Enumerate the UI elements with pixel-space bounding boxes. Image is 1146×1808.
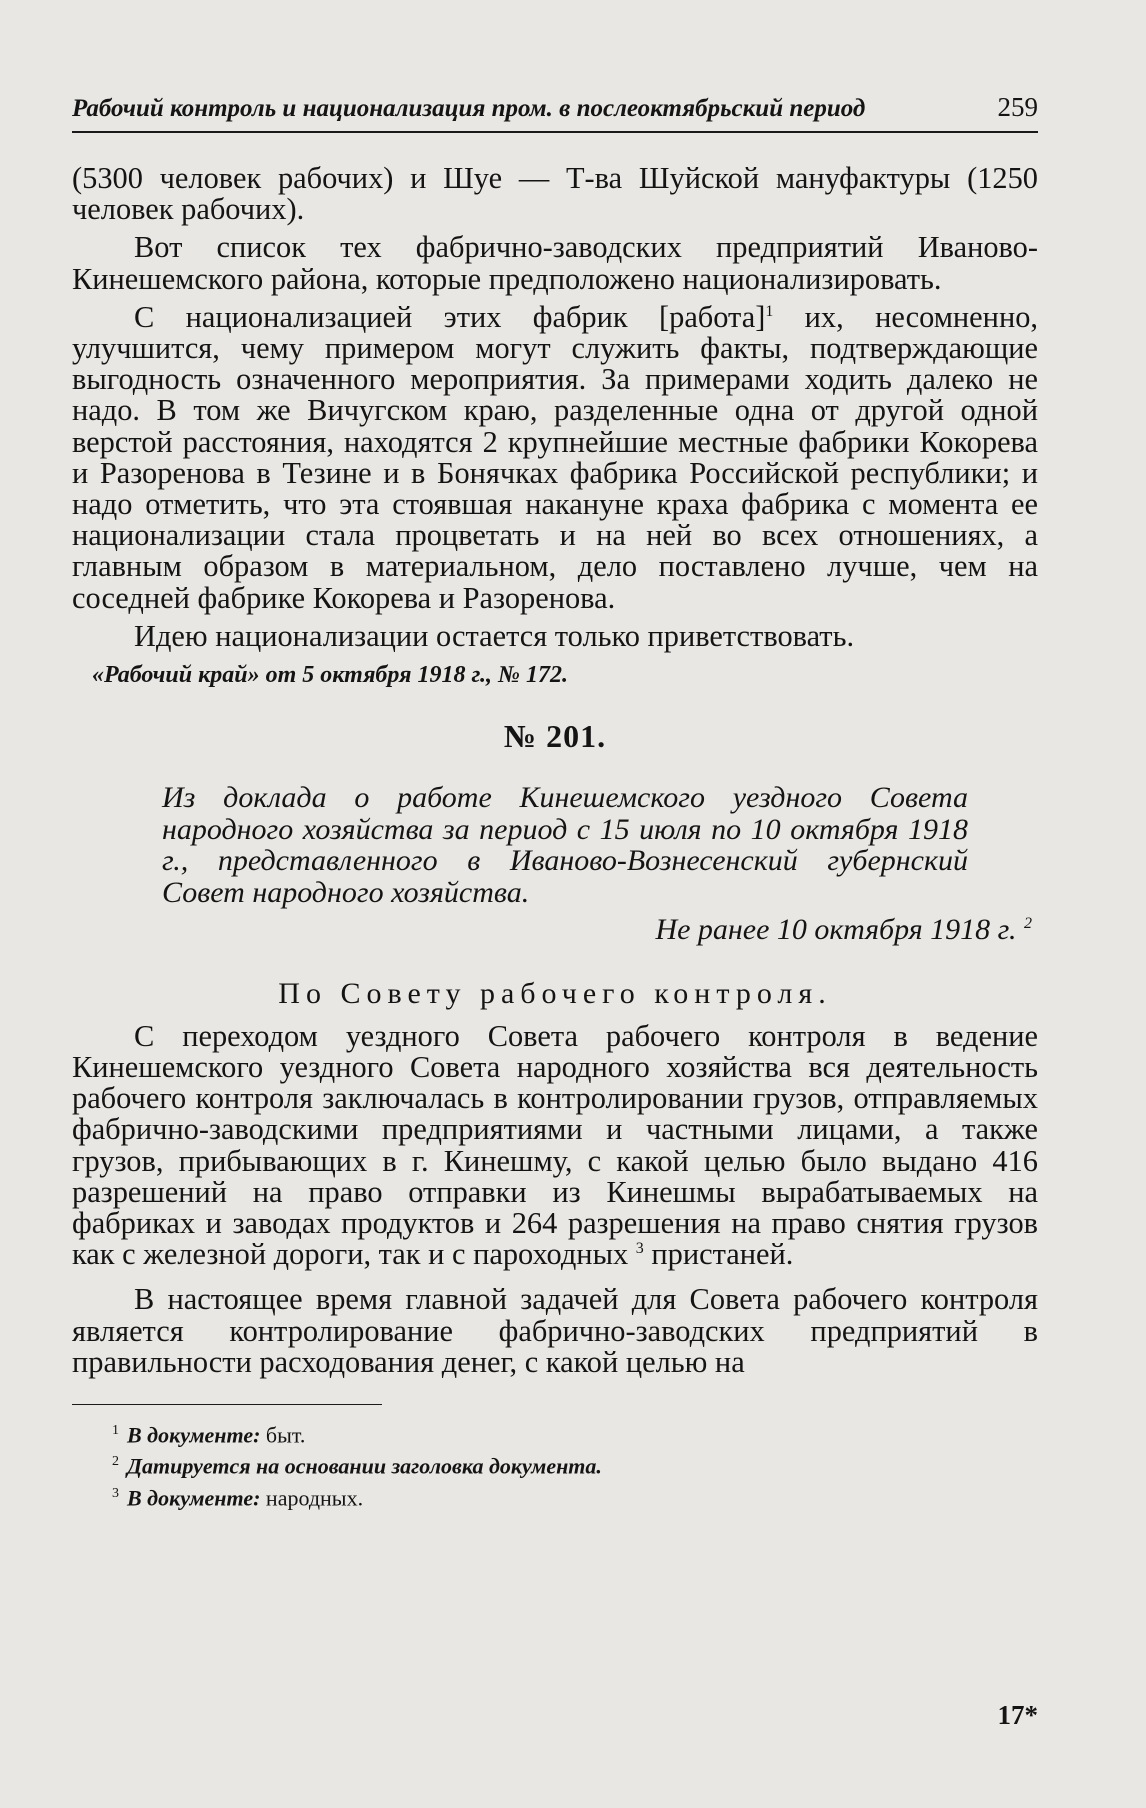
paragraph-5-text-b: пристаней. — [643, 1237, 794, 1272]
footnote-1-text: быт. — [260, 1422, 306, 1448]
book-page — [72, 92, 1038, 1511]
paragraph-3 — [72, 299, 1038, 615]
signature-mark: 17* — [997, 1700, 1038, 1730]
paragraph-5 — [72, 1018, 1038, 1272]
document-number: № 201. — [503, 718, 607, 755]
paragraph-5-text-a: С переходом уездного Совета рабочего контроля в ведение Кинешемского уездного Совета народного хозяйства вся деятельность рабочего контроля заключалась в контролировании грузов, отправляемых фабрично-заводскими предприятиями и частными лицами, а также грузов, прибывающих в г. Кинешму, с какой целью было выдано 416 разрешений на право отправки из Кинешмы вырабатываемых на фабриках и заводах продуктов и 264 разрешения на право снятия грузов как с железной дороги, так и с пароходных — [72, 1018, 1038, 1272]
paragraph-1: (5300 человек рабочих) и Шуе — Т-ва Шуйской мануфактуры (1250 человек рабочих). — [72, 161, 1038, 227]
footnote-2-italic: Датируется на основании заголовка документа. — [127, 1453, 602, 1479]
running-head-title: Рабочий контроль и национализация пром. в послеоктябрьский период — [72, 95, 866, 122]
footnote-2 — [72, 1448, 1078, 1479]
document-date — [72, 914, 1038, 945]
footnote-ref-3: 3 — [635, 1240, 644, 1258]
document-title: Из доклада о работе Кинешемского уездного Совета народного хозяйства за период с 15 июля по 10 октября 1918 г., представленного в Иваново-Вознесенский губернский Совет народного хозяйства. — [162, 781, 968, 909]
running-head — [72, 92, 1038, 133]
document-date-text: Не ранее 10 октября 1918 г. — [655, 913, 1017, 947]
footnote-1 — [72, 1417, 1078, 1448]
footnote-ref-1: 1 — [765, 302, 774, 320]
section-heading: По Совету рабочего контроля. — [278, 976, 832, 1010]
footnote-3-text: народных. — [260, 1485, 364, 1511]
footnote-ref-2: 2 — [1024, 915, 1032, 933]
paragraph-6: В настоящее время главной задачей для Совета рабочего контроля является контролирование фабрично-заводских предприятий в правильности расходования денег, с какой целью на — [72, 1282, 1038, 1379]
paragraph-2: Вот список тех фабрично-заводских предприятий Иваново-Кинешемского района, которые предположено национализировать. — [72, 230, 1038, 296]
footnote-3-italic: В документе: — [127, 1485, 261, 1511]
footnote-1-mark: 1 — [112, 1423, 119, 1439]
source-citation: «Рабочий край» от 5 октября 1918 г., № 172. — [92, 662, 568, 689]
paragraph-3-text-b: их, несомненно, улучшится, чему примером могут служить факты, подтверждающие выгодность означенного мероприятия. За примерами ходить далеко не надо. В том же Вичугском краю, разделенные одна от другой одной верстой расстояния, находятся 2 крупнейшие местные фабрики Кокорева и Разоренова в Тезине и в Бонячках фабрика Российской республики; и надо отметить, что эта стоявшая накануне краха фабрика с момента ее национализации стала процветать и на ней во всех отношениях, а главным образом в материальном, дело поставлено лучше, чем на соседней фабрике Кокорева и Разоренова. — [72, 299, 1038, 615]
paragraph-4: Идею национализации остается только приветствовать. — [134, 618, 855, 653]
footnote-2-mark: 2 — [112, 1454, 119, 1470]
footnotes — [72, 1404, 602, 1511]
paragraph-3-text-a: С национализацией этих фабрик [работа] — [134, 299, 766, 334]
page-body — [72, 163, 1038, 1511]
footnote-3 — [72, 1480, 1078, 1511]
footnote-3-mark: 3 — [112, 1485, 119, 1501]
footnote-1-italic: В документе: — [127, 1422, 261, 1448]
page-number: 259 — [997, 92, 1038, 122]
